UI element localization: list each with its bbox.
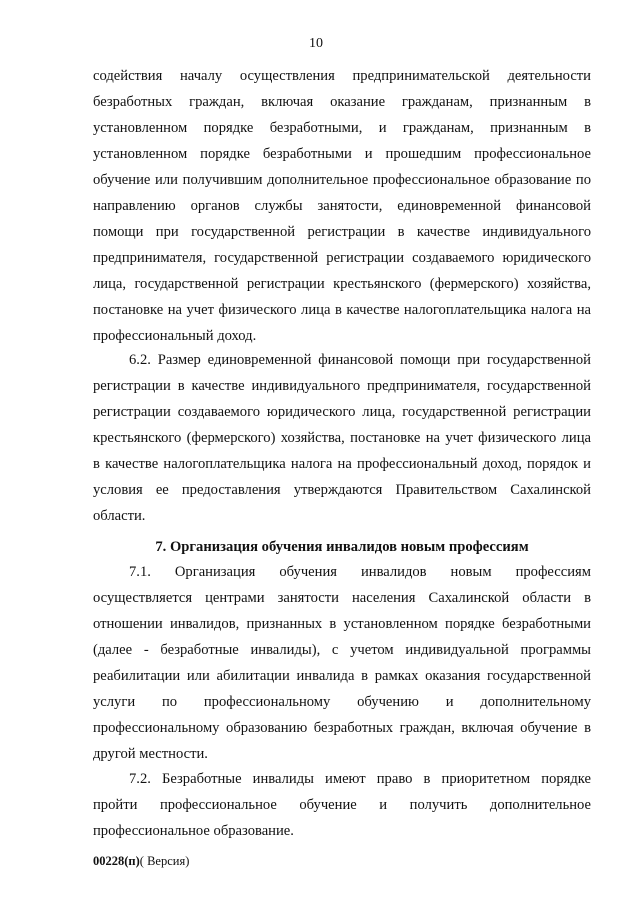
text-line: 7.2. Безработные инвалиды имеют право в приоритетном порядке <box>129 771 591 787</box>
text-line: профессиональному образованию безработных граждан, включая обучение в <box>93 720 591 736</box>
text-line: содействия началу осуществления предпринимательской деятельности <box>93 68 591 84</box>
text-line: предпринимателя, государственной регистрации создаваемого юридического <box>93 250 591 266</box>
paragraph-7-1 <box>93 559 591 767</box>
paragraph-7-2 <box>93 766 591 844</box>
text-line: профессиональное образование. <box>93 823 294 839</box>
document-footer <box>93 853 189 869</box>
page-number: 10 <box>309 36 323 51</box>
text-line: осуществляется центрами занятости населения Сахалинской области в <box>93 590 591 606</box>
section-7-heading: 7. Организация обучения инвалидов новым профессиям <box>155 539 529 555</box>
text-line: отношении инвалидов, признанных в установленном порядке безработными <box>93 616 591 632</box>
text-line: услуги по профессиональному обучению и дополнительному <box>93 694 591 710</box>
text-line: в качестве налогоплательщика налога на профессиональный доход, порядок и <box>93 456 591 472</box>
text-line: направлению органов службы занятости, единовременной финансовой <box>93 198 591 214</box>
text-line: 6.2. Размер единовременной финансовой помощи при государственной <box>129 352 591 368</box>
text-line: регистрации создаваемого юридического лица, государственной регистрации <box>93 404 591 420</box>
text-line: 7.1. Организация обучения инвалидов новым профессиям <box>129 564 591 580</box>
text-line: помощи при государственной регистрации в качестве индивидуального <box>93 224 591 240</box>
text-line: реабилитации или абилитации инвалида в рамках оказания государственной <box>93 668 591 684</box>
text-line: другой местности. <box>93 746 208 762</box>
text-line: безработных граждан, включая оказание гражданам, признанным в <box>93 94 591 110</box>
text-line: лица, государственной регистрации крестьянского (фермерского) хозяйства, <box>93 276 591 292</box>
paragraph-6-1-continuation <box>93 63 591 349</box>
text-line: области. <box>93 508 146 524</box>
text-line: обучение или получившим дополнительное профессиональное образование по <box>93 172 591 188</box>
text-line: постановке на учет физического лица в качестве налогоплательщика налога на <box>93 302 591 318</box>
text-line: установленном порядке безработными и прошедшим профессиональное <box>93 146 591 162</box>
text-line: профессиональный доход. <box>93 328 257 344</box>
document-version: ( Версия) <box>139 854 190 868</box>
text-line: крестьянского (фермерского) хозяйства, постановке на учет физического лица <box>93 430 591 446</box>
text-line: установленном порядке безработными, и гражданам, признанным в <box>93 120 591 136</box>
text-line: регистрации в качестве индивидуального предпринимателя, государственной <box>93 378 591 394</box>
text-line: (далее - безработные инвалиды), с учетом индивидуальной программы <box>93 642 591 658</box>
paragraph-6-2 <box>93 347 591 529</box>
text-line: условия ее предоставления утверждаются Правительством Сахалинской <box>93 482 591 498</box>
text-line: пройти профессиональное обучение и получить дополнительное <box>93 797 591 813</box>
document-code: 00228(п) <box>93 854 140 868</box>
